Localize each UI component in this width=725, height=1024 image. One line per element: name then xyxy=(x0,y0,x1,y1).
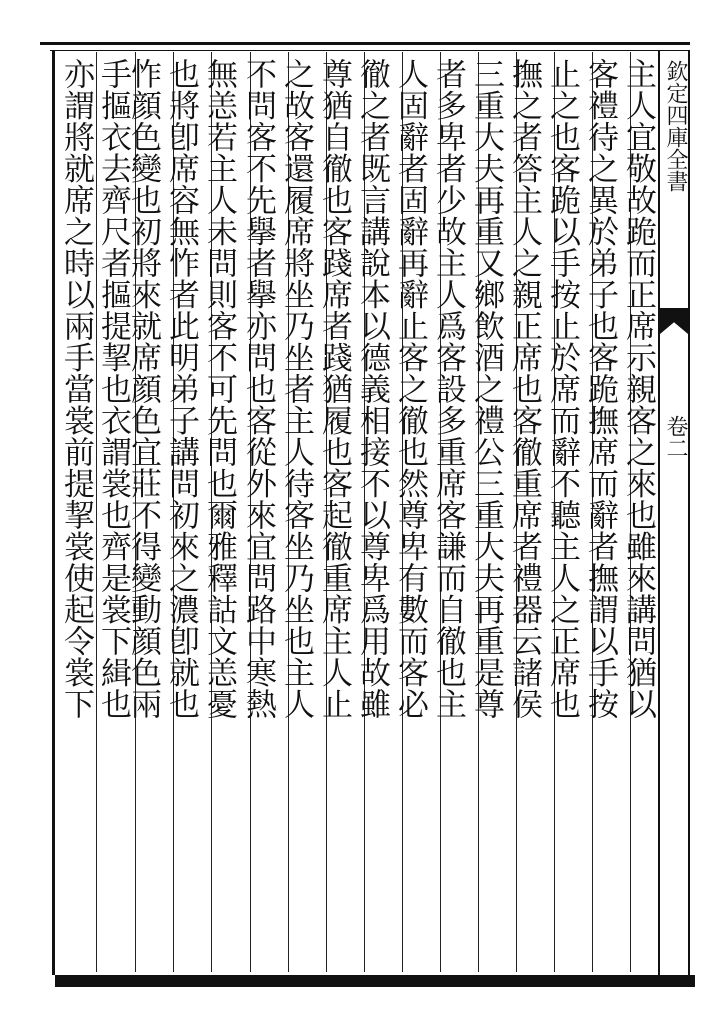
text-column: 徹之者既言講說本以德義相接不以尊卑爲用故雖 xyxy=(354,58,390,720)
text-column: 人固辭者固辭再辭止客之徹也然尊卑有數而客必 xyxy=(392,58,428,720)
text-column: 也將卽席容無怍者此明弟子講問初來之濃卽就也 xyxy=(163,58,199,720)
text-column: 怍顔色變也初將來就席顔色宜莊不得變動顔色兩 xyxy=(125,58,161,720)
text-column: 客禮待之異於弟子也客跪撫席而辭者撫謂以手按 xyxy=(582,58,618,720)
text-column: 無恙若主人未問則客不可先問也爾雅釋詁文恙憂 xyxy=(201,58,237,720)
text-column: 撫之者答主人之親正席也客徹重席者禮器云諸侯 xyxy=(506,58,542,720)
text-column: 三重大夫再重又鄉飲酒之禮公三重大夫再重是尊 xyxy=(468,58,504,720)
text-column: 手摳衣去齊尺者摳提挈也衣謂裳也齊是裳下緝也 xyxy=(95,58,131,720)
text-column: 止之也客跪以手按止於席而辭不聽主人之正席也 xyxy=(544,58,580,720)
text-column: 尊猶自徹也客踐席者踐猶履也客起徹重席主人止 xyxy=(316,58,352,720)
margin-book-title: 欽定四庫全書 xyxy=(663,60,688,192)
top-border-rule xyxy=(40,42,690,45)
text-column: 不問客不先擧者擧亦問也客從外來宜問路中寒熱 xyxy=(240,58,276,720)
text-column: 主人宜敬故跪而正席示親客之來也雖來講問猶以 xyxy=(620,58,656,720)
text-column: 亦謂將就席之時以兩手當裳前提挈裳使起令裳下 xyxy=(58,58,94,720)
text-column: 之故客還履席將坐乃坐者主人待客坐乃坐也主人 xyxy=(278,58,314,720)
margin-volume-label: 卷二 xyxy=(663,415,688,459)
bottom-border-rule xyxy=(55,975,695,987)
text-column: 者多卑者少故主人爲客設多重席客謙而自徹也主 xyxy=(430,58,466,720)
